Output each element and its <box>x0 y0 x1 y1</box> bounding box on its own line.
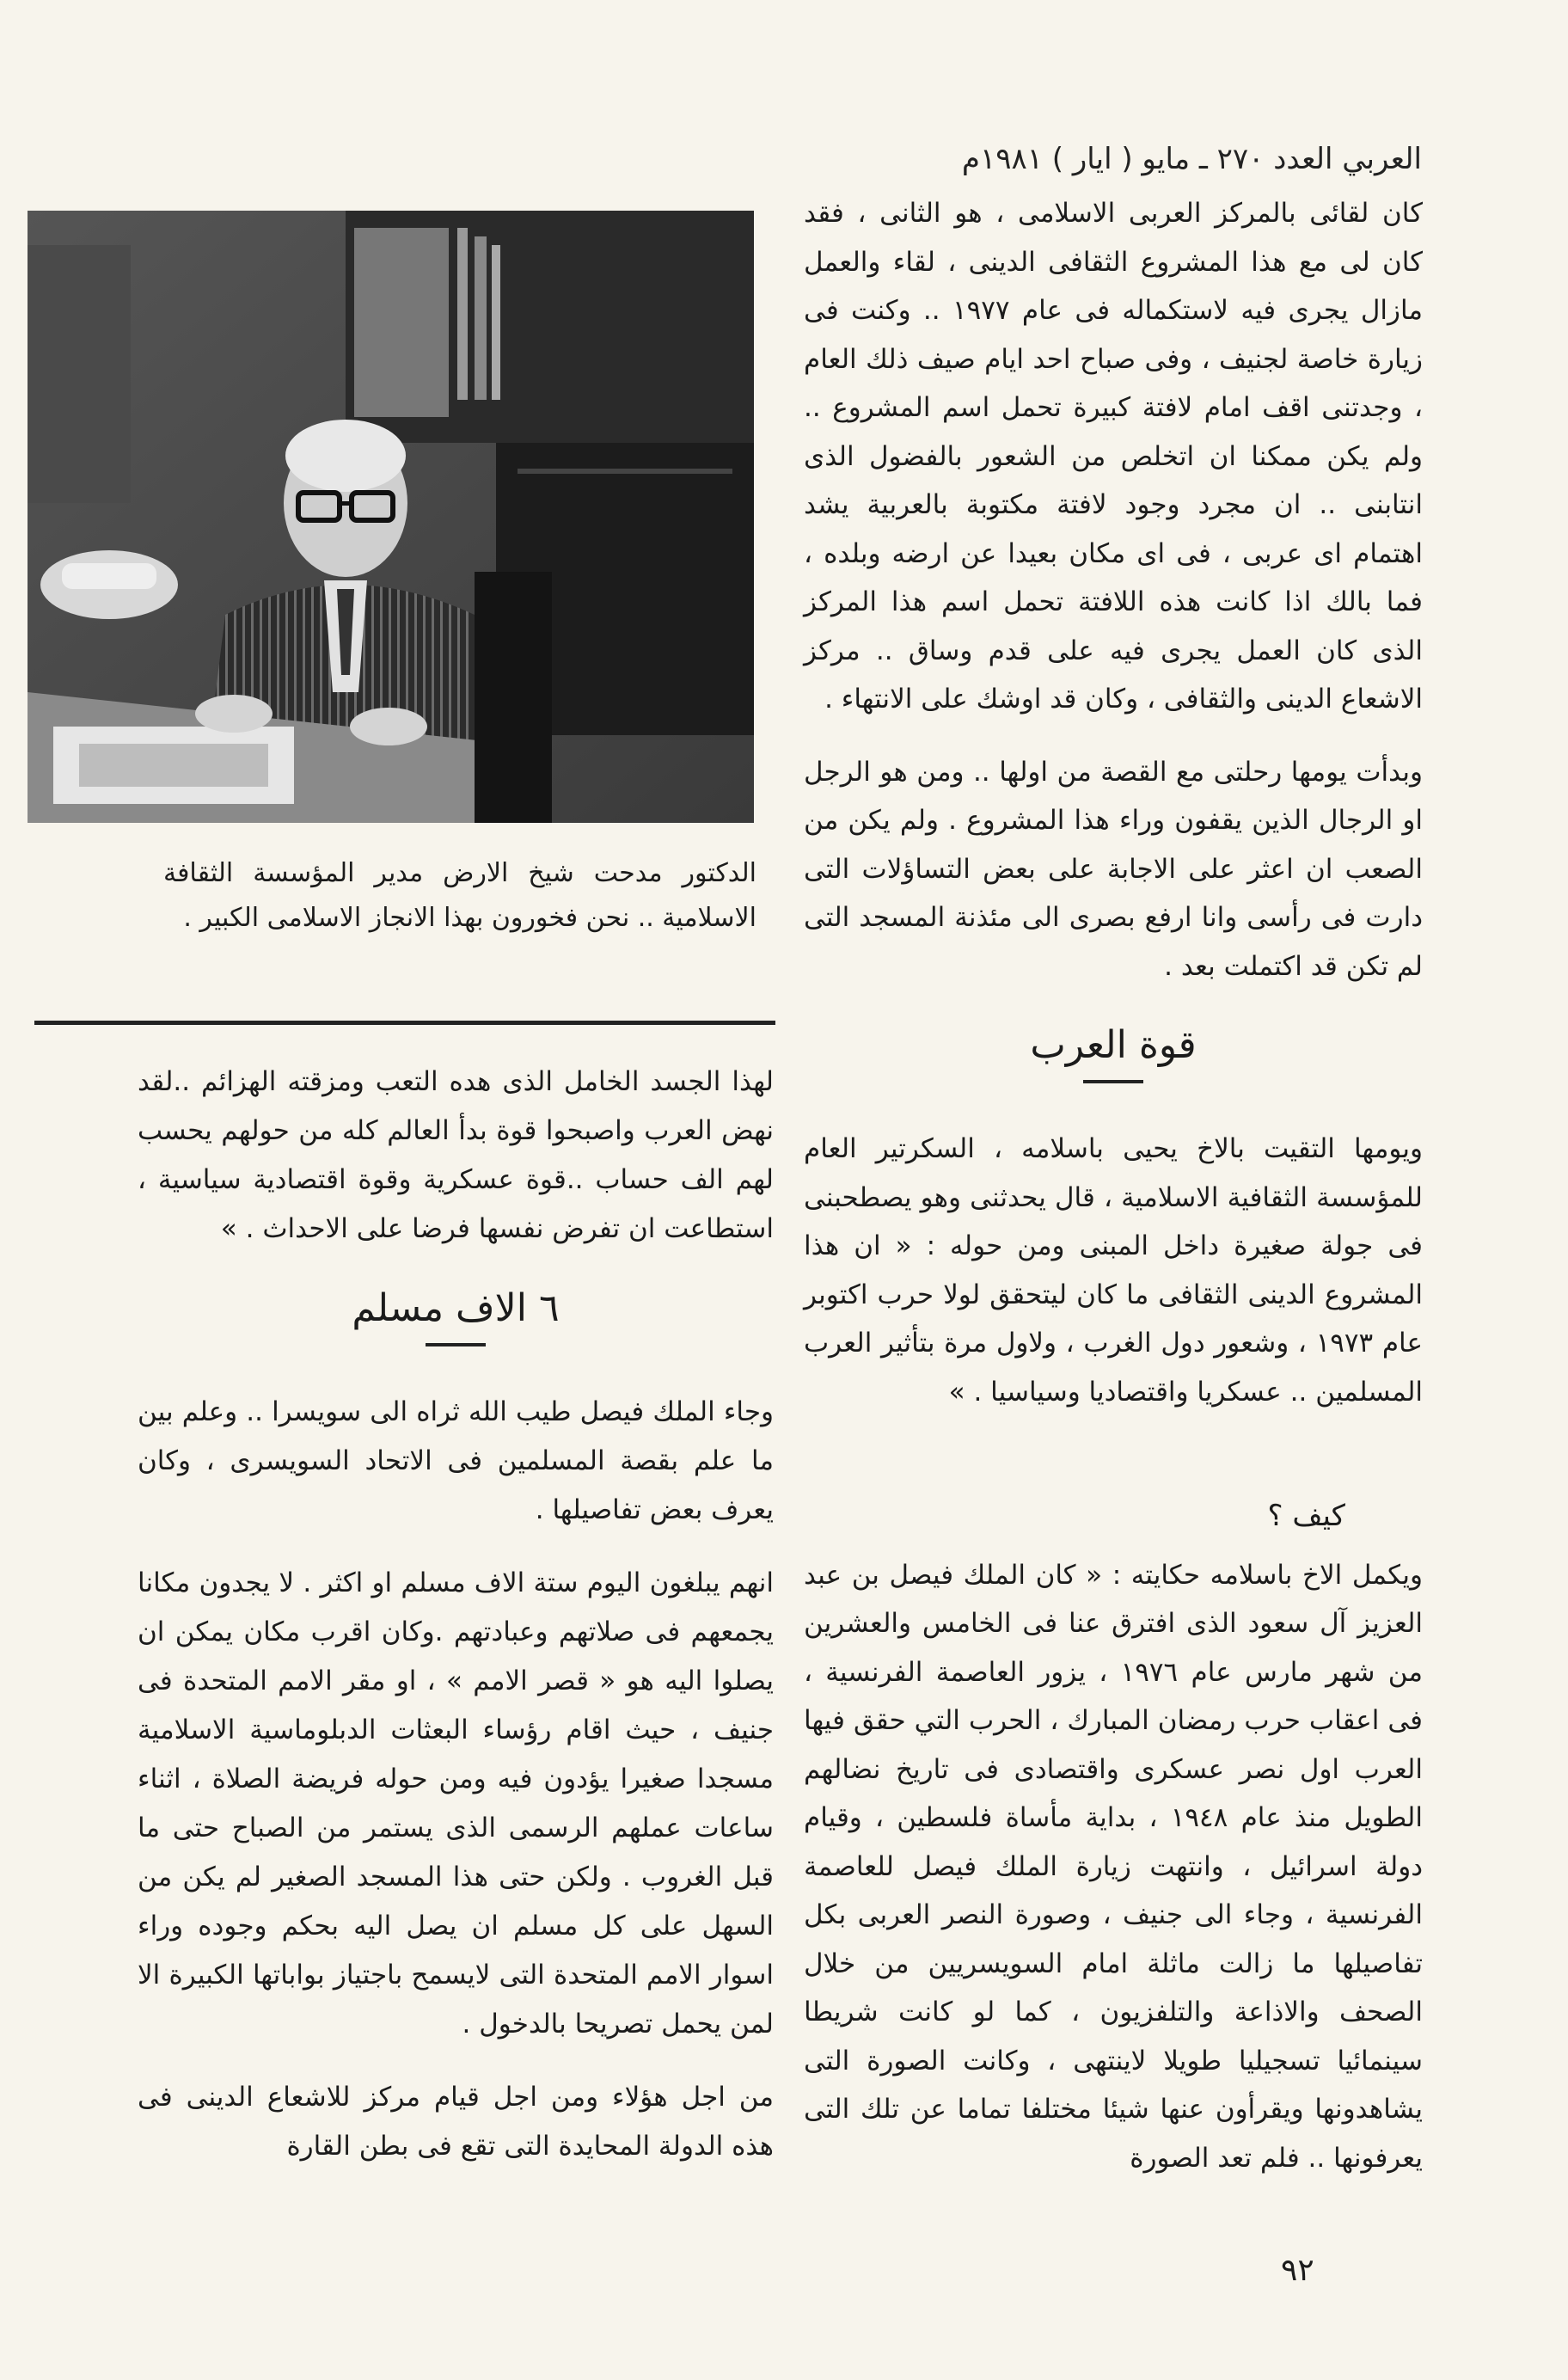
small-heading-how: كيف ؟ <box>1267 1499 1345 1533</box>
title-rule <box>426 1343 486 1346</box>
left-section-paragraph-3: من اجل هؤلاء ومن اجل قيام مركز للاشعاع الدينى فى هذه الدولة المحايدة التى تقع فى بطن القارة <box>138 2082 774 2162</box>
left-section-paragraph-1: وجاء الملك فيصل طيب الله ثراه الى سويسرا .. وعلم بين ما علم بقصة المسلمين فى الاتحاد السويسرى ، وكان يعرف بعض تفاصيلها . <box>138 1396 774 1525</box>
left-paragraph-1: لهذا الجسد الخامل الذى هده التعب ومزقته الهزائم ..لقد نهض العرب واصبحوا قوة بدأ العالم كله من حولهم يحسب لهم الف حساب ..قوة عسكرية وقوة اقتصادية سياسية ، استطاعت ان تفرض نفسها فرضا على الاحداث . » <box>138 1066 774 1244</box>
right-final-paragraph: ويكمل الاخ باسلامه حكايته : « كان الملك فيصل بن عبد العزيز آل سعود الذى افترق عنا فى الخامس والعشرين من شهر مارس عام ١٩٧٦ ، يزور العاصمة الفرنسية ، فى اعقاب حرب رمضان المبارك ، الحرب التي حقق فيها العرب اول نصر عسكرى واقتصادى فى تاريخ نضالهم الطويل منذ عام ١٩٤٨ ، بداية مأساة فلسطين ، وقيام دولة اسرائيل ، وانتهت زيارة الملك فيصل للعاصمة الفرنسية ، وجاء الى جنيف ، وصورة النصر العربى بكل تفاصيلها ما زالت ماثلة امام السويسريين من خلال الصحف والاذاعة والتلفزيون ، كما لو كانت شريطا سينمائيا تسجيليا طويلا لاينتهى ، وكانت الصورة التى يشاهدونها ويقرأون عنها شيئا مختلفا تماما عن تلك التى يعرفونها .. فلم تعد الصورة <box>804 1559 1423 2174</box>
right-column <box>804 189 1423 2206</box>
right-paragraph-2: وبدأت يومها رحلتى مع القصة من اولها .. ومن هو الرجل او الرجال الذين يقفون وراء هذا المشروع . ولم يكن من الصعب ان اعثر على الاجابة على بعض التساؤلات التى دارت فى رأسى وانا ارفع بصرى الى مئذنة المسجد التى لم تكن قد اكتملت بعد . <box>804 756 1423 982</box>
left-column <box>138 1058 774 2195</box>
title-rule <box>1083 1080 1143 1083</box>
spacer <box>804 1440 1423 1475</box>
horizontal-divider <box>34 1021 775 1025</box>
left-section-paragraph-2: انهم يبلغون اليوم ستة الاف مسلم او اكثر . لا يجدون مكانا يجمعهم فى صلاتهم وعبادتهم .وكان اقرب مكان يمكن ان يصلوا اليه هو « قصر الامم » ، او مقر الامم المتحدة فى جنيف ، حيث اقام رؤساء البعثات الدبلوماسية الاسلامية مسجدا صغيرا يؤدون فيه ومن حوله فريضة الصلاة ، اثناء ساعات عملهم الرسمى الذى يستمر من الصباح حتى ما قبل الغروب . ولكن حتى هذا المسجد الصغير لم يكن من السهل على كل مسلم ان يصل اليه بحكم وجوده وراء اسوار الامم المتحدة التى لايسمح باجتياز بواباتها الكبيرة الا لمن يحمل تصريحا بالدخول . <box>138 1567 774 2040</box>
photo-illustration <box>28 211 754 823</box>
portrait-photo <box>28 211 754 823</box>
right-paragraph-1: كان لقائى بالمركز العربى الاسلامى ، هو الثانى ، فقد كان لى مع هذا المشروع الثقافى الدينى ، لقاء والعمل مازال يجرى فيه لاستكماله فى عام ١٩٧٧ .. وكنت فى زيارة خاصة لجنيف ، وفى صباح احد ايام صيف ذلك العام ، وجدتنى اقف امام لافتة كبيرة تحمل اسم المشروع .. ولم يكن ممكنا ان اتخلص من الشعور بالفضول الذى انتابنى .. ان مجرد وجود لافتة مكتوبة بالعربية يشد اهتمام اى عربى ، فى اى مكان بعيدا عن ارضه وبلده ، فما بالك اذا كانت هذه اللافتة تحمل اسم هذا المركز الذى كان العمل يجرى فيه على قدم وساق .. مركز الاشعاع الدينى والثقافى ، وكان قد اوشك على الانتهاء . <box>804 198 1423 715</box>
section-title-arab-power: قوة العرب <box>1030 1023 1197 1067</box>
page-number: ٩٢ <box>1281 2253 1314 2288</box>
issue-header: العربي العدد ٢٧٠ ـ مايو ( ايار ) ١٩٨١م <box>961 142 1422 176</box>
section-title-six-thousand: ٦ الاف مسلم <box>352 1286 560 1330</box>
right-section-paragraph-1: ويومها التقيت بالاخ يحيى باسلامه ، السكرتير العام للمؤسسة الثقافية الاسلامية ، قال يحدثنى وهو يصطحبنى فى جولة صغيرة داخل المبنى ومن حوله : « ان هذا المشروع الدينى الثقافى ما كان ليتحقق لولا حرب اكتوبر عام ١٩٧٣ ، وشعور دول الغرب ، ولاول مرة بتأثير العرب المسلمين .. عسكريا واقتصاديا وسياسيا . » <box>804 1133 1423 1408</box>
photo-caption: الدكتور مدحت شيخ الارض مدير المؤسسة الثقافة الاسلامية .. نحن فخورون بهذا الانجاز الاسلامى الكبير . <box>163 858 756 933</box>
